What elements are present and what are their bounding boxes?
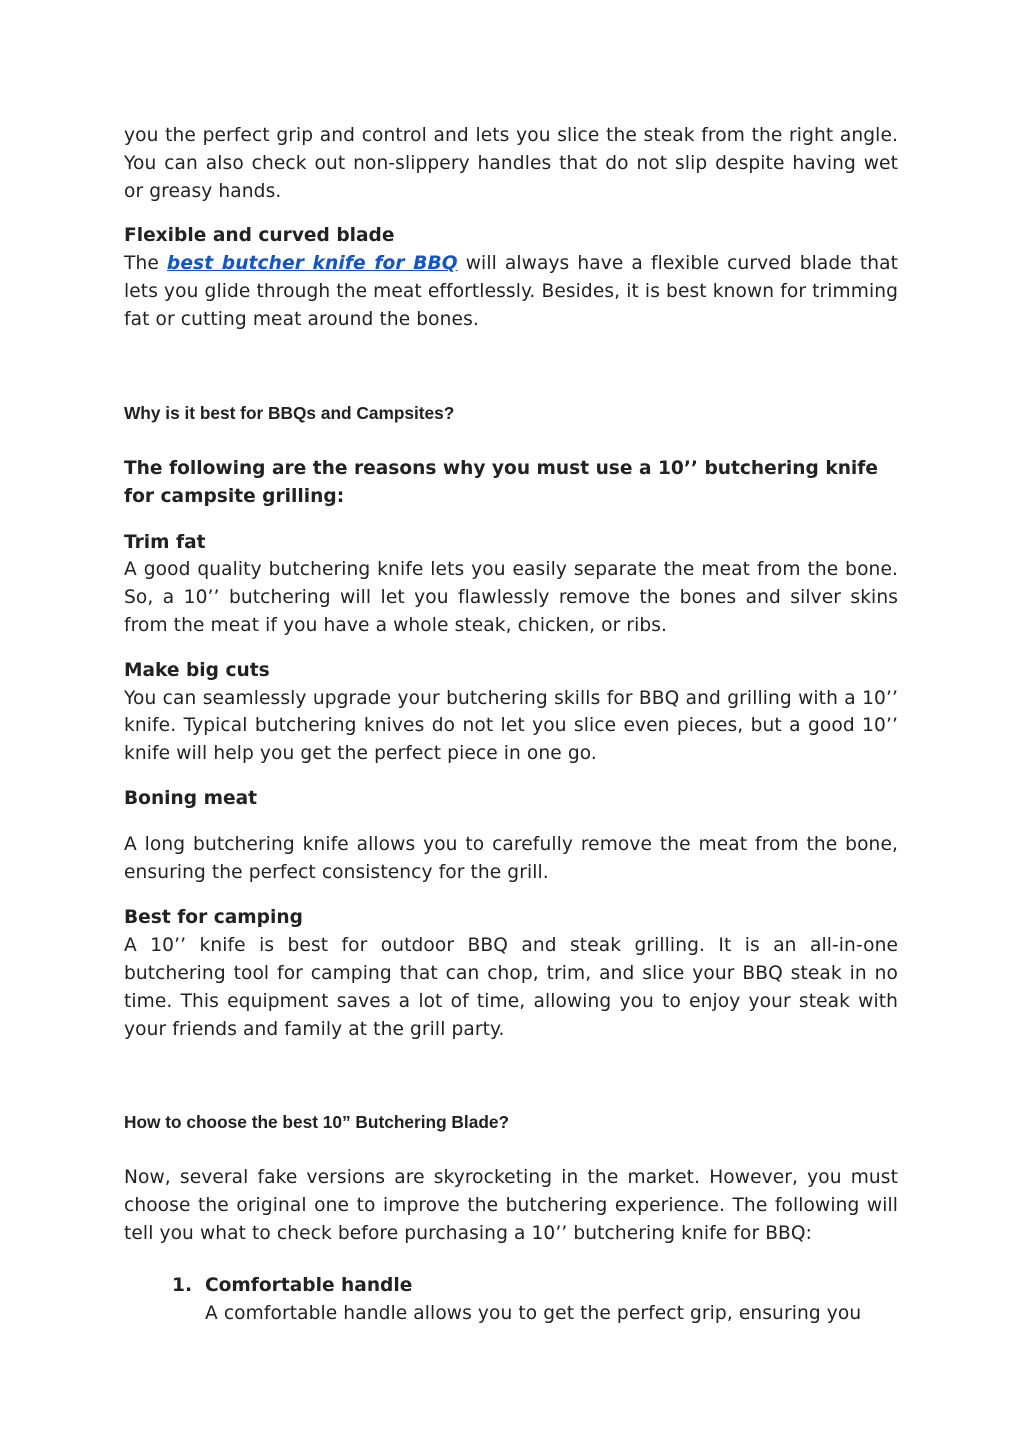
comfortable-handle-paragraph: A comfortable handle allows you to get the perfect grip, ensuring you — [205, 1302, 862, 1324]
why-best-heading: Why is it best for BBQs and Campsites? — [124, 402, 455, 423]
how-to-choose-paragraph: Now, several fake versions are skyrocketing in the market. However, you must choose the original one to improve the butchering experience. The following will tell you what to check before purchasing a 10’’ butchering knife for BBQ: — [124, 1167, 898, 1244]
flexible-prefix: The — [124, 253, 167, 275]
flexible-blade-paragraph — [124, 250, 898, 333]
best-for-camping-paragraph: A 10’’ knife is best for outdoor BBQ and steak grilling. It is an all-in-one butchering tool for camping that can chop, trim, and slice your BBQ steak in no time. This equipment saves a lot of time, allowing you to enjoy your steak with your friends and family at the grill party. — [124, 935, 898, 1040]
comfortable-handle-heading: Comfortable handle — [205, 1274, 413, 1296]
best-butcher-knife-link[interactable]: best butcher knife for BBQ — [166, 253, 458, 275]
trim-fat-paragraph: A good quality butchering knife lets you easily separate the meat from the bone. So, a 10’’ butchering will let you flawlessly remove the bones and silver skins from the meat if you have a whole steak, chicken, or ribs. — [124, 559, 898, 636]
flexible-blade-heading: Flexible and curved blade — [124, 225, 395, 247]
intro-paragraph: you the perfect grip and control and lets you slice the steak from the right angle. You can also check out non-slippery handles that do not slip despite having wet or greasy hands. — [124, 125, 898, 202]
best-for-camping-heading: Best for camping — [124, 907, 303, 929]
how-to-choose-heading: How to choose the best 10” Butchering Blade? — [124, 1112, 510, 1133]
reasons-lead: The following are the reasons why you must use a 10’’ butchering knife for campsite grilling: — [124, 457, 879, 507]
flexible-suffix: will always have a flexible curved blade that lets you glide through the meat effortlessly. Besides, it is best known for trimming fat or cutting meat around the bones. — [124, 253, 898, 330]
list-item — [124, 1272, 898, 1328]
make-big-cuts-paragraph: You can seamlessly upgrade your butchering skills for BBQ and grilling with a 10’’ knife. Typical butchering knives do not let you slice even pieces, but a good 10’’ knife will help you get the perfect piece in one go. — [124, 687, 898, 765]
buying-checklist — [124, 1272, 898, 1328]
boning-meat-paragraph: A long butchering knife allows you to carefully remove the meat from the bone, ensuring the perfect consistency for the grill. — [124, 833, 898, 883]
boning-meat-heading: Boning meat — [124, 787, 257, 809]
list-item-number: 1. — [172, 1274, 193, 1296]
trim-fat-heading: Trim fat — [124, 531, 206, 553]
make-big-cuts-heading: Make big cuts — [124, 659, 270, 681]
document-page — [124, 122, 898, 1327]
